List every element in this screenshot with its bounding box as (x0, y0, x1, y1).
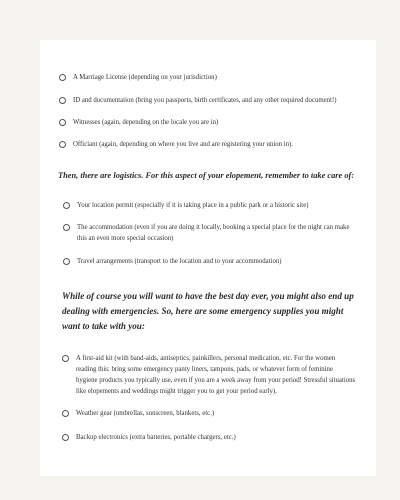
list-item (59, 139, 369, 150)
list-item (62, 353, 356, 397)
radio-button[interactable] (59, 141, 66, 148)
list-item-text: Weather gear (umbrellas, sunscreen, blankets, etc.) (76, 410, 215, 417)
list-item-text: The accommodation (even if you are doing it locally, booking a special place for the night can make this an even more special occasion) (77, 224, 350, 242)
list-item (59, 95, 371, 106)
list-item (63, 256, 371, 267)
list-item (63, 200, 371, 211)
list-item (62, 432, 362, 443)
radio-button[interactable] (62, 355, 69, 362)
radio-button[interactable] (63, 224, 70, 231)
list-item (59, 72, 369, 83)
radio-button[interactable] (59, 74, 66, 81)
document-page (40, 40, 376, 476)
list-item-text: A first-aid kit (with band-aids, antiseptics, painkillers, personal medication, etc. For the women reading this: bring some emergency panty liners, tampons, pads, or whatever form of feminine hygiene products you typically use, even if you are a week away from your period! Stressful situations like elopements and weddings might trigger you to get your period early). (76, 355, 356, 395)
list-item-text: ID and documentation (bring you passports, birth certificates, and any other required document!) (73, 97, 337, 104)
list-item-text: Your location permit (especially if it is taking place in a public park or a historic site) (77, 202, 309, 209)
list-item (59, 117, 369, 128)
radio-button[interactable] (62, 410, 69, 417)
list-item-text: Witnesses (again, depending on the locale you are in) (73, 119, 219, 126)
section-heading-emergency: While of course you will want to have the best day ever, you might also end up dealing with emergencies. So, here are some emergency supplies you might want to take with you: (62, 291, 354, 331)
radio-button[interactable] (59, 119, 66, 126)
radio-button[interactable] (62, 434, 69, 441)
radio-button[interactable] (63, 202, 70, 209)
list-item-text: Officiant (again, depending on where you live and are registering your union in). (73, 141, 293, 148)
list-item-text: Travel arrangements (transport to the location and to your accommodation) (77, 258, 282, 265)
radio-button[interactable] (59, 97, 66, 104)
list-item-text: Backup electronics (extra batteries, portable chargers, etc.) (76, 434, 236, 441)
list-item (63, 222, 359, 244)
list-item-text: A Marriage License (depending on your jurisdiction) (73, 74, 217, 81)
radio-button[interactable] (63, 258, 70, 265)
list-item (62, 408, 362, 419)
section-heading-logistics: Then, there are logistics. For this aspect of your elopement, remember to take care of: (58, 171, 355, 180)
